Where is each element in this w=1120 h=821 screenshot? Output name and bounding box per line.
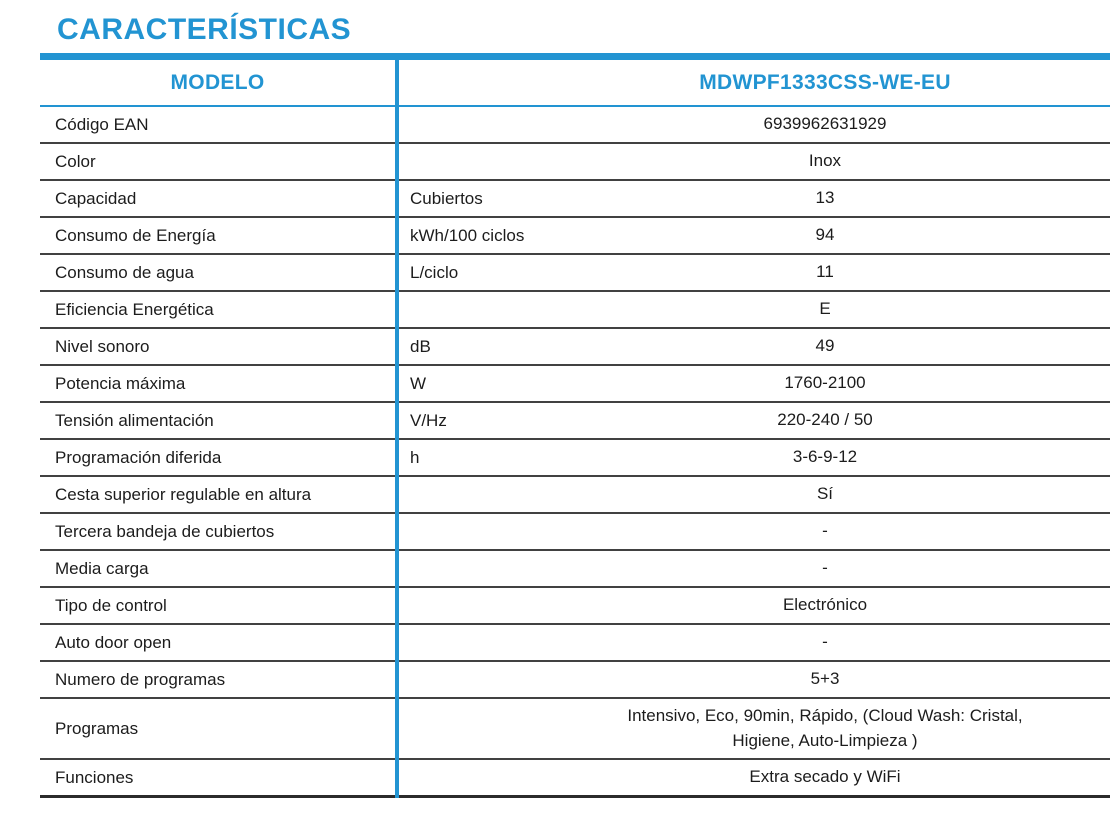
row-value (540, 698, 1110, 759)
row-unit (397, 759, 540, 797)
row-value (540, 254, 1110, 291)
row-label: Capacidad (40, 180, 397, 217)
row-value-text: 6939962631929 (763, 114, 887, 134)
row-value (540, 402, 1110, 439)
row-unit (397, 698, 540, 759)
spec-table (40, 53, 1110, 798)
table-row (40, 291, 1110, 328)
row-label: Consumo de agua (40, 254, 397, 291)
row-value (540, 476, 1110, 513)
row-value (540, 587, 1110, 624)
row-value (540, 180, 1110, 217)
row-value (540, 365, 1110, 402)
table-row (40, 106, 1110, 143)
table-row (40, 513, 1110, 550)
row-unit (397, 587, 540, 624)
table-row (40, 217, 1110, 254)
table-row (40, 328, 1110, 365)
model-header-label: MODELO (40, 57, 397, 107)
row-value-text: 94 (815, 225, 835, 245)
row-value (540, 291, 1110, 328)
row-unit: kWh/100 ciclos (410, 225, 525, 245)
row-label: Media carga (40, 550, 397, 587)
row-value (540, 328, 1110, 365)
row-label: Código EAN (40, 106, 397, 143)
row-unit (397, 143, 540, 180)
row-label: Color (40, 143, 397, 180)
row-value (540, 624, 1110, 661)
row-value-text: - (822, 521, 828, 541)
row-unit (397, 291, 540, 328)
row-value-text: E (819, 299, 831, 319)
row-unit (397, 661, 540, 698)
row-unit: Cubiertos (410, 188, 483, 208)
spec-table-body (40, 106, 1110, 797)
row-label: Eficiencia Energética (40, 291, 397, 328)
row-label: Programas (40, 698, 397, 759)
row-value-text: 49 (815, 336, 835, 356)
row-value (540, 550, 1110, 587)
row-value-text: 220-240 / 50 (777, 410, 873, 430)
table-row (40, 698, 1110, 759)
row-value-text: Sí (816, 484, 834, 504)
row-label: Tercera bandeja de cubiertos (40, 513, 397, 550)
row-value-text: 5+3 (810, 669, 840, 689)
row-value-text: 1760-2100 (784, 373, 866, 393)
row-value-text: Inox (808, 151, 842, 171)
row-unit: L/ciclo (410, 262, 459, 282)
table-row (40, 365, 1110, 402)
row-label: Potencia máxima (40, 365, 397, 402)
row-value-text: Electrónico (782, 595, 868, 615)
row-label: Tipo de control (40, 587, 397, 624)
table-row (40, 402, 1110, 439)
row-value (540, 759, 1110, 797)
row-label: Cesta superior regulable en altura (40, 476, 397, 513)
row-value (540, 106, 1110, 143)
row-label: Tensión alimentación (40, 402, 397, 439)
row-label: Funciones (40, 759, 397, 797)
row-value-text: 3-6-9-12 (792, 447, 858, 467)
row-value (540, 143, 1110, 180)
row-unit: V/Hz (410, 410, 447, 430)
row-value (540, 513, 1110, 550)
row-label: Nivel sonoro (40, 328, 397, 365)
row-unit: h (410, 447, 420, 467)
row-unit (397, 476, 540, 513)
row-value-text: - (822, 632, 828, 652)
table-row (40, 661, 1110, 698)
row-value-text: Intensivo, Eco, 90min, Rápido, (Cloud Wash: Cristal, Higiene, Auto-Limpieza ) (627, 705, 1023, 750)
table-row (40, 624, 1110, 661)
model-header-value: MDWPF1333CSS-WE-EU (699, 70, 951, 94)
row-unit (397, 513, 540, 550)
row-value (540, 661, 1110, 698)
table-row (40, 759, 1110, 797)
row-label: Numero de programas (40, 661, 397, 698)
row-value-text: 13 (815, 188, 835, 208)
table-row (40, 476, 1110, 513)
row-unit: W (410, 373, 427, 393)
row-unit (397, 106, 540, 143)
row-value-text: - (822, 558, 828, 578)
table-row (40, 254, 1110, 291)
row-label: Auto door open (40, 624, 397, 661)
row-label: Consumo de Energía (40, 217, 397, 254)
table-row (40, 550, 1110, 587)
row-value-text: Extra secado y WiFi (749, 767, 901, 787)
table-row (40, 439, 1110, 476)
row-label: Programación diferida (40, 439, 397, 476)
row-value (540, 217, 1110, 254)
row-unit (397, 624, 540, 661)
table-row (40, 180, 1110, 217)
row-value (540, 439, 1110, 476)
table-row (40, 143, 1110, 180)
row-unit (397, 550, 540, 587)
row-unit: dB (410, 336, 431, 356)
page-title: CARACTERÍSTICAS (57, 13, 352, 46)
table-row (40, 587, 1110, 624)
row-value-text: 11 (816, 262, 834, 282)
model-header-spacer (397, 57, 540, 107)
table-header-row (40, 57, 1110, 107)
